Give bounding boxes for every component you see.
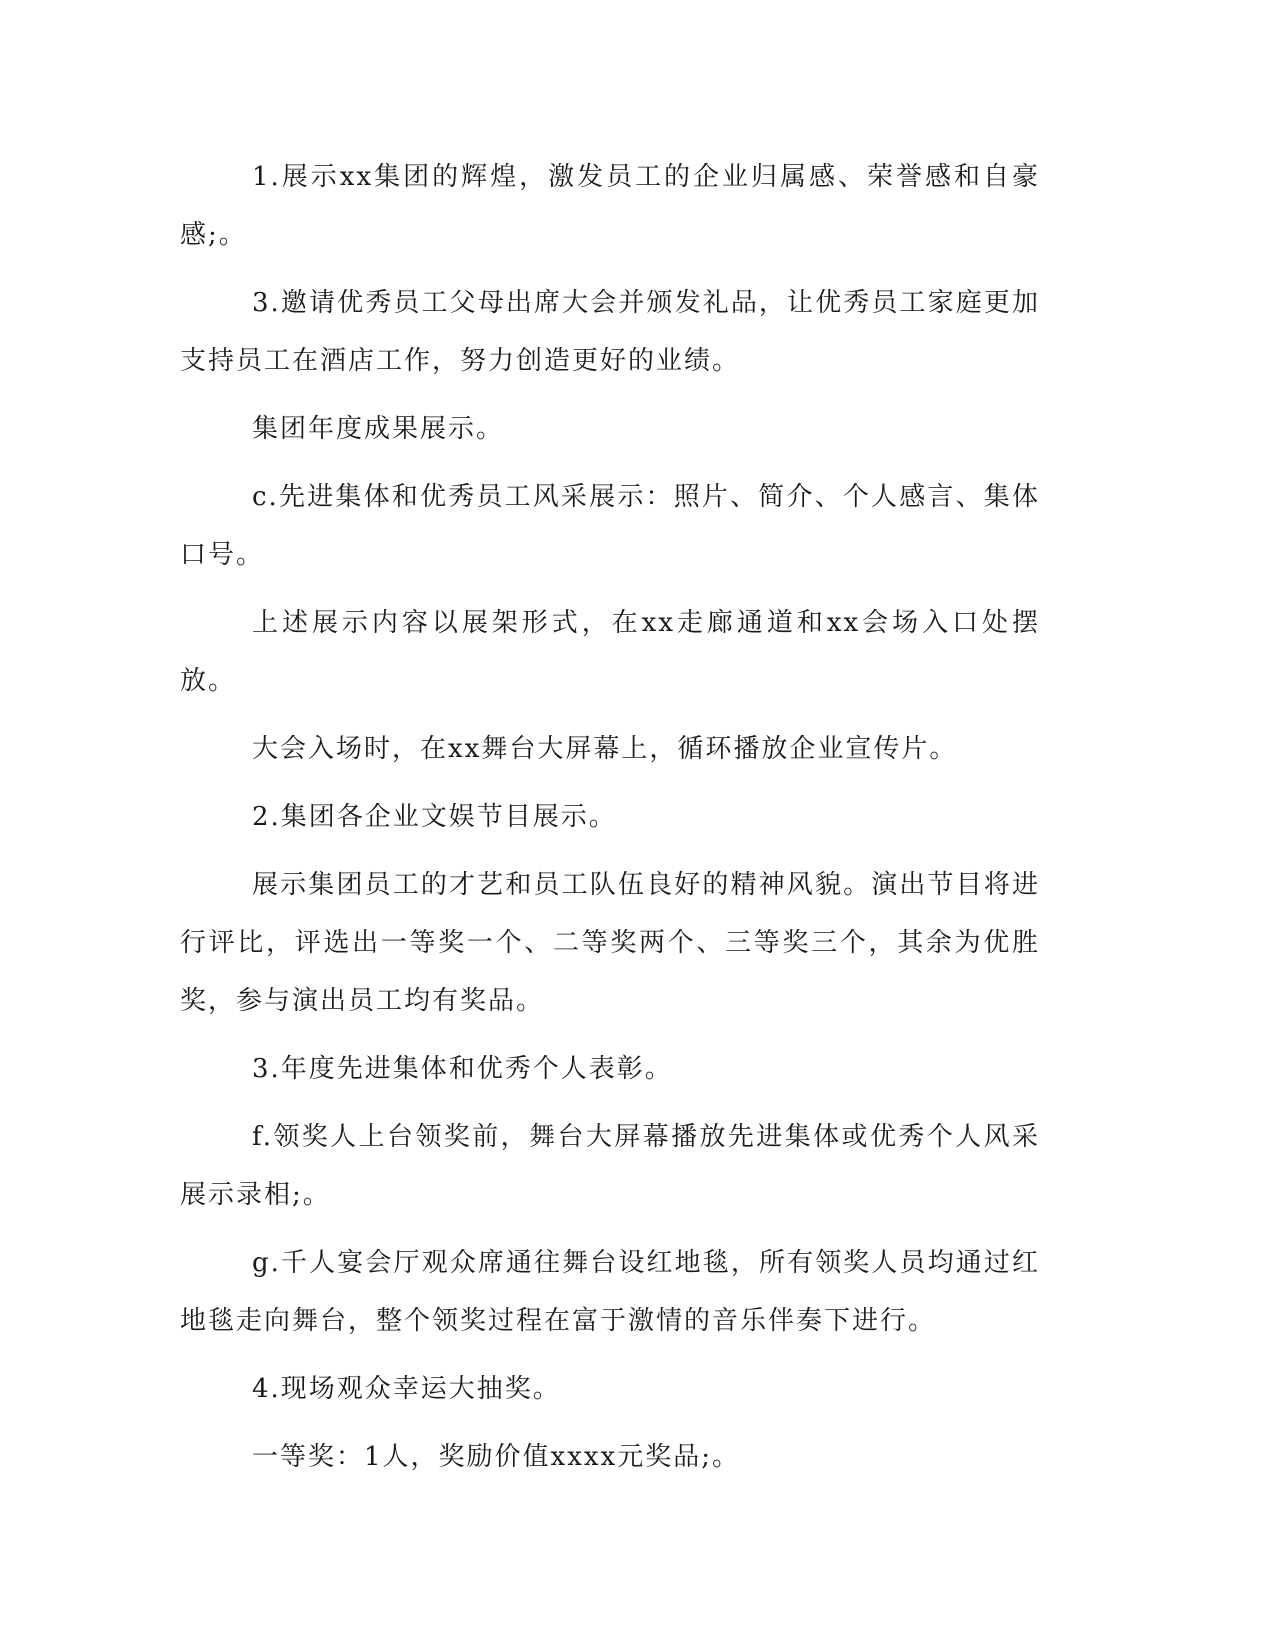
paragraph: 集团年度成果展示。 (252, 414, 505, 444)
paragraph: 2.集团各企业文娱节目展示。 (252, 802, 617, 832)
paragraph: 3.邀请优秀员工父母出席大会并颁发礼品，让优秀员工家庭更加支持员工在酒店工作，努力创造更好的业绩。 (180, 288, 1040, 376)
paragraph: 上述展示内容以展架形式，在xx走廊通道和xx会场入口处摆放。 (180, 608, 1040, 696)
document-page (180, 148, 1040, 1496)
paragraph: 大会入场时，在xx舞台大屏幕上，循环播放企业宣传片。 (252, 734, 958, 764)
paragraph: 1.展示xx集团的辉煌，激发员工的企业归属感、荣誉感和自豪感;。 (180, 162, 1040, 250)
paragraph: 3.年度先进集体和优秀个人表彰。 (252, 1054, 673, 1084)
paragraph: g.千人宴会厅观众席通往舞台设红地毯，所有领奖人员均通过红地毯走向舞台，整个领奖过程在富于激情的音乐伴奏下进行。 (180, 1248, 1040, 1336)
paragraph: 展示集团员工的才艺和员工队伍良好的精神风貌。演出节目将进行评比，评选出一等奖一个、二等奖两个、三等奖三个，其余为优胜奖，参与演出员工均有奖品。 (180, 870, 1040, 1016)
paragraph: c.先进集体和优秀员工风采展示：照片、简介、个人感言、集体口号。 (180, 482, 1040, 570)
paragraph: 一等奖：1人，奖励价值xxxx元奖品;。 (252, 1442, 740, 1472)
paragraph: f.领奖人上台领奖前，舞台大屏幕播放先进集体或优秀个人风采展示录相;。 (180, 1122, 1040, 1210)
paragraph: 4.现场观众幸运大抽奖。 (252, 1374, 561, 1404)
